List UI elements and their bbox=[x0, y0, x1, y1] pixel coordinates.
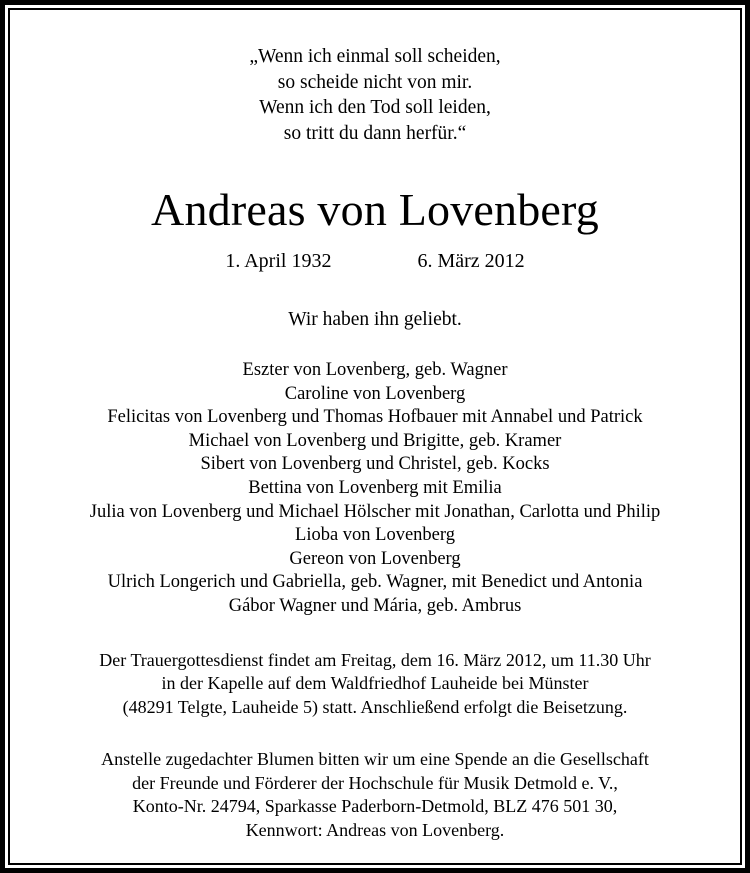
mourner-line: Gereon von Lovenberg bbox=[289, 548, 461, 569]
deceased-name: Andreas von Lovenberg bbox=[151, 184, 599, 235]
donation-request bbox=[36, 748, 714, 842]
donation-line: Konto-Nr. 24794, Sparkasse Paderborn-Detmold, BLZ 476 501 30, bbox=[132, 796, 618, 817]
donation-line: Anstelle zugedachter Blumen bitten wir um eine Spende an die Gesellschaft bbox=[101, 749, 649, 770]
mourner-line: Gábor Wagner und Mária, geb. Ambrus bbox=[228, 595, 522, 616]
service-line: (48291 Telgte, Lauheide 5) statt. Anschließend erfolgt die Beisetzung. bbox=[122, 696, 628, 717]
obituary-notice-card bbox=[8, 8, 742, 865]
mourner-line: Bettina von Lovenberg mit Emilia bbox=[248, 477, 502, 498]
obituary-border-gap bbox=[5, 5, 745, 868]
mourner-line: Felicitas von Lovenberg und Thomas Hofbauer mit Annabel und Patrick bbox=[107, 407, 643, 428]
mourner-line: Ulrich Longerich und Gabriella, geb. Wagner, mit Benedict und Antonia bbox=[107, 572, 643, 593]
mourner-line: Julia von Lovenberg und Michael Hölscher mit Jonathan, Carlotta und Philip bbox=[89, 501, 661, 522]
mourner-line: Caroline von Lovenberg bbox=[284, 383, 466, 404]
service-line: Der Trauergottesdienst findet am Freitag, dem 16. März 2012, um 11.30 Uhr bbox=[99, 649, 651, 670]
life-dates bbox=[36, 248, 714, 274]
tribute-text: Wir haben ihn geliebt. bbox=[288, 309, 462, 330]
donation-line: der Freunde und Förderer der Hochschule für Musik Detmold e. V., bbox=[132, 772, 618, 793]
mourner-line: Sibert von Lovenberg und Christel, geb. Kocks bbox=[200, 454, 550, 475]
verse-line: Wenn ich den Tod soll leiden, bbox=[259, 97, 491, 118]
donation-line: Kennwort: Andreas von Lovenberg. bbox=[245, 819, 505, 840]
verse-line: so scheide nicht von mir. bbox=[277, 71, 473, 93]
date-of-birth: 1. April 1932 bbox=[225, 250, 332, 272]
funeral-service-details bbox=[36, 649, 714, 720]
mourners-list bbox=[36, 359, 714, 619]
verse-line: so tritt du dann herfür.“ bbox=[283, 122, 467, 144]
service-line: in der Kapelle auf dem Waldfriedhof Lauheide bei Münster bbox=[161, 673, 589, 694]
mourner-line: Michael von Lovenberg und Brigitte, geb. Kramer bbox=[188, 430, 562, 451]
date-of-death: 6. März 2012 bbox=[417, 250, 525, 272]
memorial-verse bbox=[36, 44, 714, 146]
verse-line: „Wenn ich einmal soll scheiden, bbox=[249, 46, 501, 67]
mourner-line: Eszter von Lovenberg, geb. Wagner bbox=[242, 360, 508, 380]
mourner-line: Lioba von Lovenberg bbox=[295, 525, 455, 546]
